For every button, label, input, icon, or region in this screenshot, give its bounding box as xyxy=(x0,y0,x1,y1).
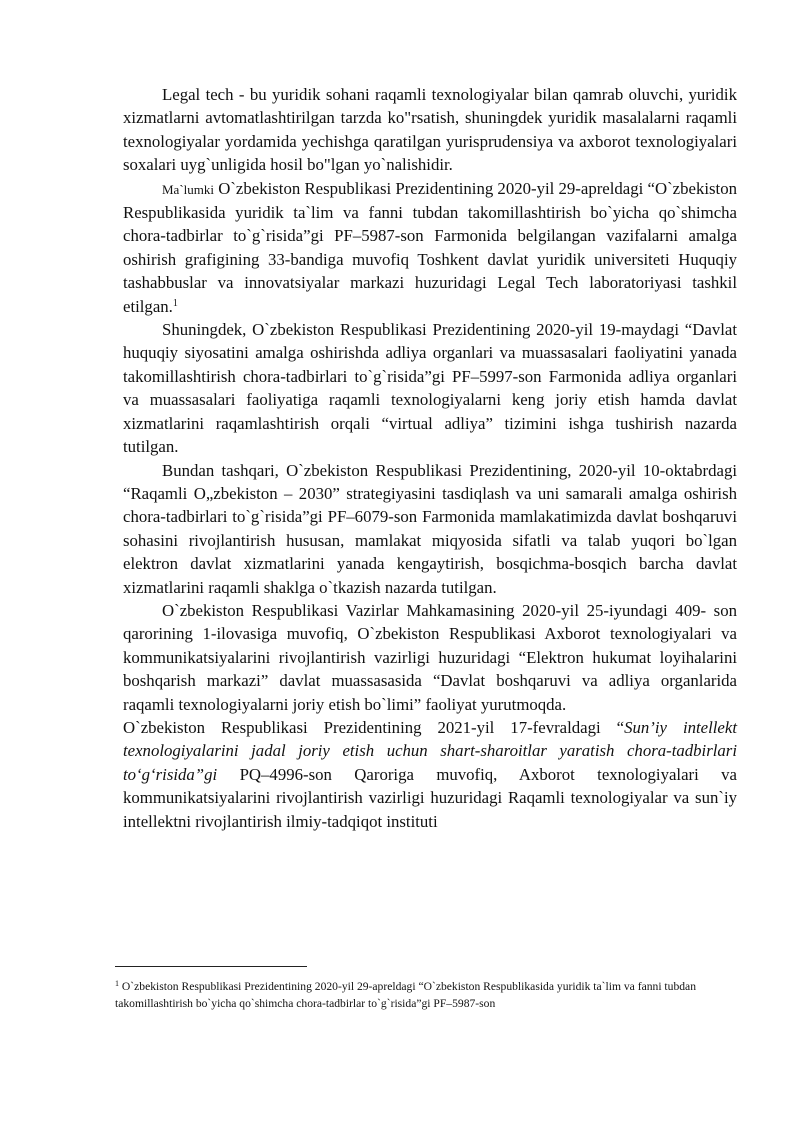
document-body xyxy=(123,83,737,833)
paragraph-italic-title: Sun’iy intellekt texnologiyalarini jadal joriy etish uchun shart-sharoitlar yaratish chora-tadbirlari to‘g‘risida”gi xyxy=(123,717,737,784)
paragraph-legal-tech-laboratory xyxy=(123,177,737,318)
paragraph-virtual-justice xyxy=(123,318,737,458)
paragraph-cabinet-resolution xyxy=(123,599,737,716)
paragraph-digital-uzbekistan-2030 xyxy=(123,459,737,599)
paragraph-text: Shuningdek, O`zbekiston Respublikasi Prezidentining 2020-yil 19-maydagi “Davlat huquqiy siyosatini amalga oshirishda adliya organlari va muassasalari faoliyatini yanada takomillashtirish chora-tadbirlari to`g`risida”gi PF–5997-son Farmonida adliya organlari va muassasalari faoliyatiga raqamli texnologiyalarni keng joriy etish hamda davlat xizmatlarini raqamlashtirish orqali “virtual adliya” tizimini ishga tushirish nazarda tutilgan. xyxy=(123,320,737,457)
paragraph-text: O`zbekiston Respublikasi Prezidentining 2020-yil 29-apreldagi “O`zbekiston Respublikasida yuridik ta`lim va fanni tubdan takomillashtirish bo`yicha qo`shimcha chora-tadbirlar to`g`risida”gi PF–5987-son Farmonida belgilangan vazifalarni amalga oshirish grafigining 33-bandiga muvofiq Toshkent davlat yuridik universiteti Huquqiy tashabbuslar va innovatsiyalar markazi huzuridagi Legal Tech laboratoriyasi tashkil etilgan. xyxy=(123,178,737,316)
footnote-reference[interactable]: 1 xyxy=(172,297,178,309)
paragraph-legal-tech-definition xyxy=(123,83,737,177)
footnote-text: O`zbekiston Respublikasi Prezidentining 2020-yil 29-apreldagi “O`zbekiston Respublikasida yuridik ta`lim va fanni tubdan takomillashtirish bo`yicha qo`shimcha chora-tadbirlar to`g`risida”gi PF–5987-son xyxy=(115,980,696,1010)
paragraph-ai-resolution xyxy=(123,716,737,833)
footnote xyxy=(115,978,745,1012)
paragraph-text: Bundan tashqari, O`zbekiston Respublikasi Prezidentining, 2020-yil 10-oktabrdagi “Raqamli O„zbekiston – 2030” strategiyasini tasdiqlash va uni samarali amalga oshirish chora-tadbirlari to`g`risida”gi PF–6079-son Farmonida mamlakatimizda davlat boshqaruvi sohasini rivojlantirish hususan, mamlakat miqyosida sifatli va talab yuqori bo`lgan elektron davlat xizmatlarini yanada kengaytirish, bosqichma-bosqich barcha davlat xizmatlarini raqamli shaklga o`tkazish nazarda tutilgan. xyxy=(123,460,737,597)
paragraph-text: O`zbekiston Respublikasi Prezidentining 2021-yil 17-fevraldagi “ xyxy=(123,717,625,737)
paragraph-text: PQ–4996-son Qaroriga muvofiq, Axborot texnologiyalari va kommunikatsiyalarini rivojlantirish vazirligi huzuridagi Raqamli texnologiyalar va sun`iy intellektni rivojlantirish ilmiy-tadqiqot instituti xyxy=(123,764,737,831)
paragraph-text: O`zbekiston Respublikasi Vazirlar Mahkamasining 2020-yil 25-iyundagi 409- son qarorining 1-ilovasiga muvofiq, O`zbekiston Respublikasi Axborot texnologiyalari va kommunikatsiyalarini rivojlantirish vazirligi huzuridagi “Elektron hukumat loyihalarini boshqarish markazi” davlat muassasasida “Davlat boshqaruvi va adliya organlarida raqamli texnologiyalarni joriy etish bo`limi” faoliyat yurutmoqda. xyxy=(123,600,737,714)
paragraph-lead-word: Ma`lumki xyxy=(162,181,214,197)
paragraph-text: Legal tech - bu yuridik sohani raqamli texnologiyalar bilan qamrab oluvchi, yuridik xizmatlarni avtomatlashtirilgan tarzda ko"rsatish, shuningdek yuridik masalalarni raqamli texnologiyalar yordamida yechishga qaratilgan yurisprudensiya va axborot texnologiyalari soxalari uyg`unligida hosil bo"lgan yo`nalishidir. xyxy=(123,85,737,175)
footnote-marker: 1 xyxy=(115,979,119,988)
footnote-separator xyxy=(115,966,307,967)
